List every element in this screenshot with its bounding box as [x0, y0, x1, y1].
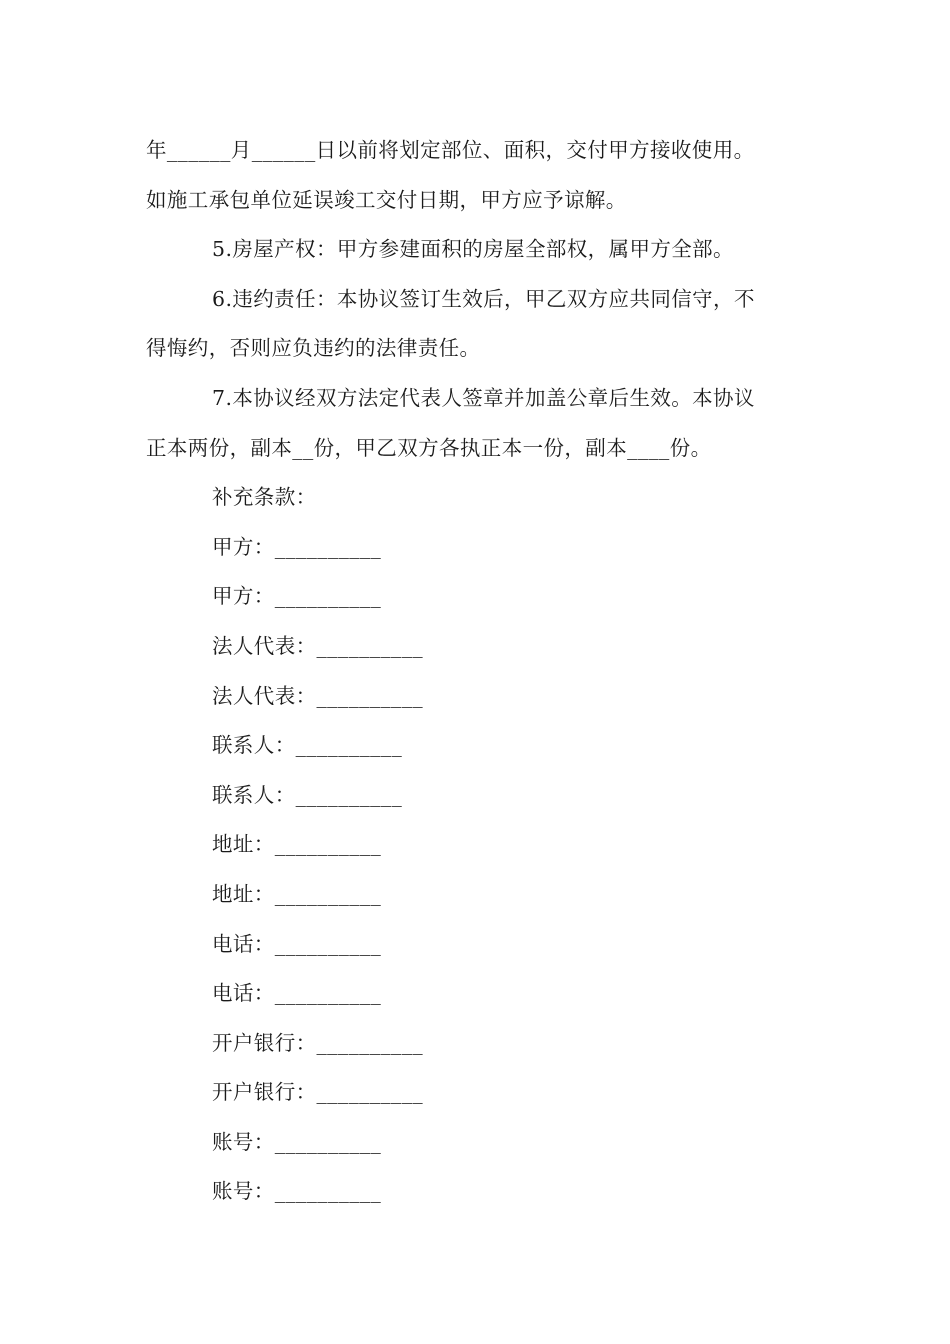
- text-line: 正本两份，副本__份，甲乙双方各执正本一份，副本____份。: [146, 435, 712, 460]
- document-body: [146, 126, 811, 1217]
- text-line: 得悔约，否则应负违约的法律责任。: [146, 336, 481, 361]
- account-number-field: 账号：__________: [212, 1179, 382, 1204]
- legal-representative-field: 法人代表：__________: [212, 683, 423, 708]
- clause-6-breach-liability: 6.违约责任：本协议签订生效后，甲乙双方应共同信守，不: [212, 286, 755, 311]
- clause-5-house-ownership: 5.房屋产权：甲方参建面积的房屋全部权，属甲方全部。: [212, 237, 734, 262]
- account-number-field: 账号：__________: [212, 1129, 382, 1154]
- contact-person-field: 联系人：__________: [212, 782, 403, 807]
- address-field: 地址：__________: [212, 832, 382, 857]
- legal-representative-field: 法人代表：__________: [212, 633, 423, 658]
- clause-7-effectiveness: 7.本协议经双方法定代表人签章并加盖公章后生效。本协议: [212, 385, 755, 410]
- bank-field: 开户银行：__________: [212, 1080, 423, 1105]
- party-a-field: 甲方：__________: [212, 584, 382, 609]
- phone-field: 电话：__________: [212, 931, 382, 956]
- text-line: 如施工承包单位延误竣工交付日期，甲方应予谅解。: [146, 187, 627, 212]
- party-a-field: 甲方：__________: [212, 534, 382, 559]
- bank-field: 开户银行：__________: [212, 1030, 423, 1055]
- address-field: 地址：__________: [212, 881, 382, 906]
- supplementary-terms-label: 补充条款：: [212, 485, 317, 510]
- phone-field: 电话：__________: [212, 981, 382, 1006]
- text-line: 年______月______日以前将划定部位、面积，交付甲方接收使用。: [146, 138, 755, 162]
- contact-person-field: 联系人：__________: [212, 733, 403, 758]
